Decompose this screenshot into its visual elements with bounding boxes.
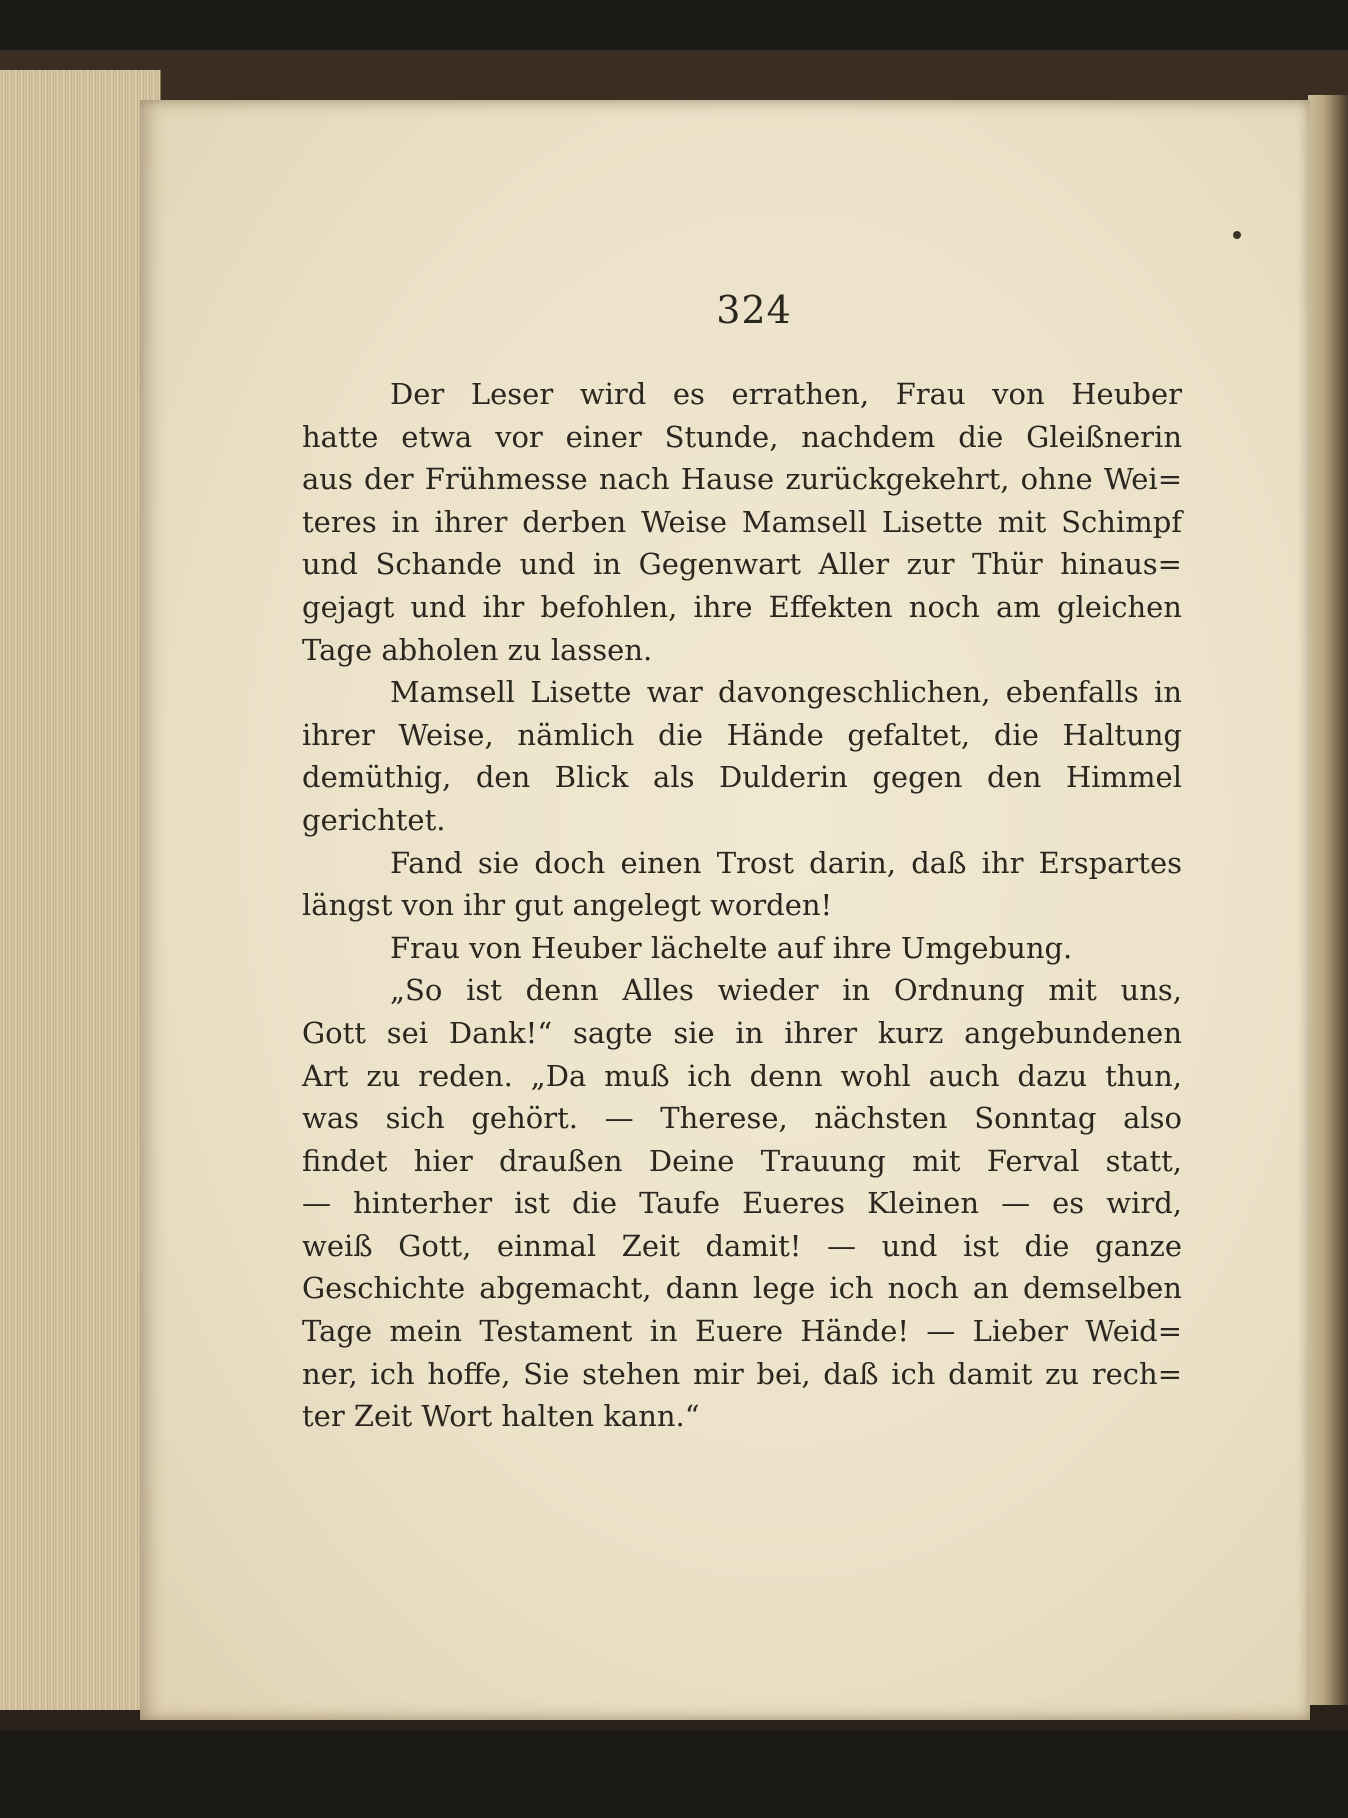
text-line: ner, ich hoffe, Sie stehen mir bei, daß ich damit zu rech= bbox=[302, 1356, 1182, 1391]
text-line: teres in ihrer derben Weise Mamsell Lisette mit Schimpf bbox=[302, 504, 1182, 539]
text-line: Mamsell Lisette war davongeschlichen, ebenfalls in bbox=[390, 675, 1182, 710]
page-number: 324 bbox=[716, 288, 792, 332]
text-line: Frau von Heuber lächelte auf ihre Umgebung. bbox=[390, 930, 1073, 965]
text-line: weiß Gott, einmal Zeit damit! — und ist die ganze bbox=[302, 1228, 1182, 1263]
text-line: gejagt und ihr befohlen, ihre Effekten noch am gleichen bbox=[302, 589, 1182, 624]
text-line: findet hier draußen Deine Trauung mit Ferval statt, bbox=[302, 1143, 1182, 1178]
text-line: gerichtet. bbox=[302, 802, 446, 837]
text-line: — hinterher ist die Taufe Eueres Kleinen — es wird, bbox=[302, 1186, 1182, 1221]
text-line: Fand sie doch einen Trost darin, daß ihr Erspartes bbox=[390, 845, 1182, 880]
ink-spot bbox=[1233, 231, 1241, 239]
text-line: ter Zeit Wort halten kann.“ bbox=[302, 1399, 700, 1434]
page-text bbox=[302, 373, 1182, 1438]
text-line: hatte etwa vor einer Stunde, nachdem die Gleißnerin bbox=[302, 419, 1182, 454]
text-line: Art zu reden. „Da muß ich denn wohl auch dazu thun, bbox=[302, 1058, 1182, 1093]
text-line: „So ist denn Alles wieder in Ordnung mit uns, bbox=[390, 973, 1182, 1008]
text-line: Geschichte abgemacht, dann lege ich noch an demselben bbox=[302, 1271, 1182, 1306]
text-line: Tage mein Testament in Euere Hände! — Lieber Weid= bbox=[302, 1314, 1182, 1349]
text-line: Gott sei Dank!“ sagte sie in ihrer kurz angebundenen bbox=[302, 1015, 1182, 1050]
page-edge-right bbox=[1308, 95, 1348, 1705]
text-line: was sich gehört. — Therese, nächsten Sonntag also bbox=[302, 1101, 1182, 1136]
text-line: längst von ihr gut angelegt worden! bbox=[302, 888, 833, 923]
text-line: und Schande und in Gegenwart Aller zur Thür hinaus= bbox=[302, 547, 1182, 582]
text-line: ihrer Weise, nämlich die Hände gefaltet, die Haltung bbox=[302, 717, 1182, 752]
text-line: Der Leser wird es errathen, Frau von Heuber bbox=[390, 377, 1182, 411]
text-line: Tage abholen zu lassen. bbox=[302, 632, 653, 667]
text-line: aus der Frühmesse nach Hause zurückgekehrt, ohne Wei= bbox=[302, 462, 1182, 497]
text-line: demüthig, den Blick als Dulderin gegen den Himmel bbox=[302, 760, 1182, 795]
